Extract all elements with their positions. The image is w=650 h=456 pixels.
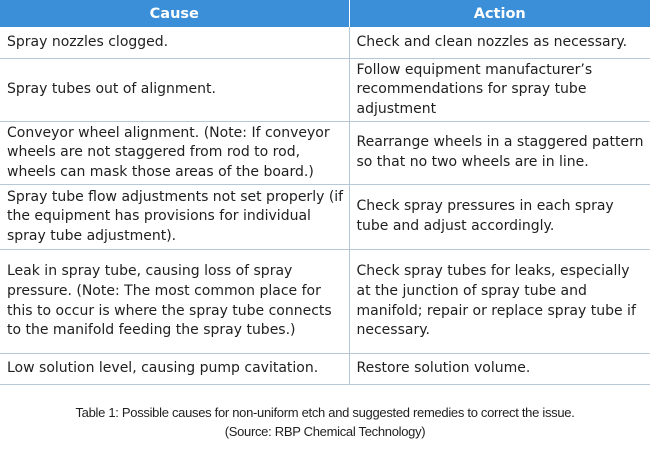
table-row [0, 185, 650, 250]
caption-source: (Source: RBP Chemical Technology) [224, 424, 426, 439]
table-row [0, 59, 650, 122]
cause-cell: Low solution level, causing pump cavitation. [0, 354, 349, 385]
table-row [0, 27, 650, 59]
action-column-header: Action [349, 0, 650, 27]
action-cell: Follow equipment manufacturer’s recommendations for spray tube adjustment [349, 59, 650, 122]
caption-title: Table 1: Possible causes for non-uniform etch and suggested remedies to correct the issue. [75, 405, 575, 420]
table-row [0, 354, 650, 385]
table-caption [0, 403, 650, 441]
cause-cell: Spray nozzles clogged. [0, 27, 349, 59]
cause-cell: Leak in spray tube, causing loss of spray pressure. (Note: The most common place for this to occur is where the spray tube connects to the manifold feeding the spray tubes.) [0, 250, 349, 354]
table-row [0, 122, 650, 185]
action-cell: Rearrange wheels in a staggered pattern so that no two wheels are in line. [349, 122, 650, 185]
action-cell: Check and clean nozzles as necessary. [349, 27, 650, 59]
cause-cell: Spray tubes out of alignment. [0, 59, 349, 122]
cause-cell: Spray tube flow adjustments not set properly (if the equipment has provisions for individual spray tube adjustment). [0, 185, 349, 250]
cause-cell: Conveyor wheel alignment. (Note: If conveyor wheels are not staggered from rod to rod, wheels can mask those areas of the board.) [0, 122, 349, 185]
action-cell: Restore solution volume. [349, 354, 650, 385]
cause-column-header: Cause [0, 0, 349, 27]
table-row [0, 250, 650, 354]
action-cell: Check spray tubes for leaks, especially at the junction of spray tube and manifold; repair or replace spray tube if necessary. [349, 250, 650, 354]
action-cell: Check spray pressures in each spray tube and adjust accordingly. [349, 185, 650, 250]
table-header-row [0, 0, 650, 27]
